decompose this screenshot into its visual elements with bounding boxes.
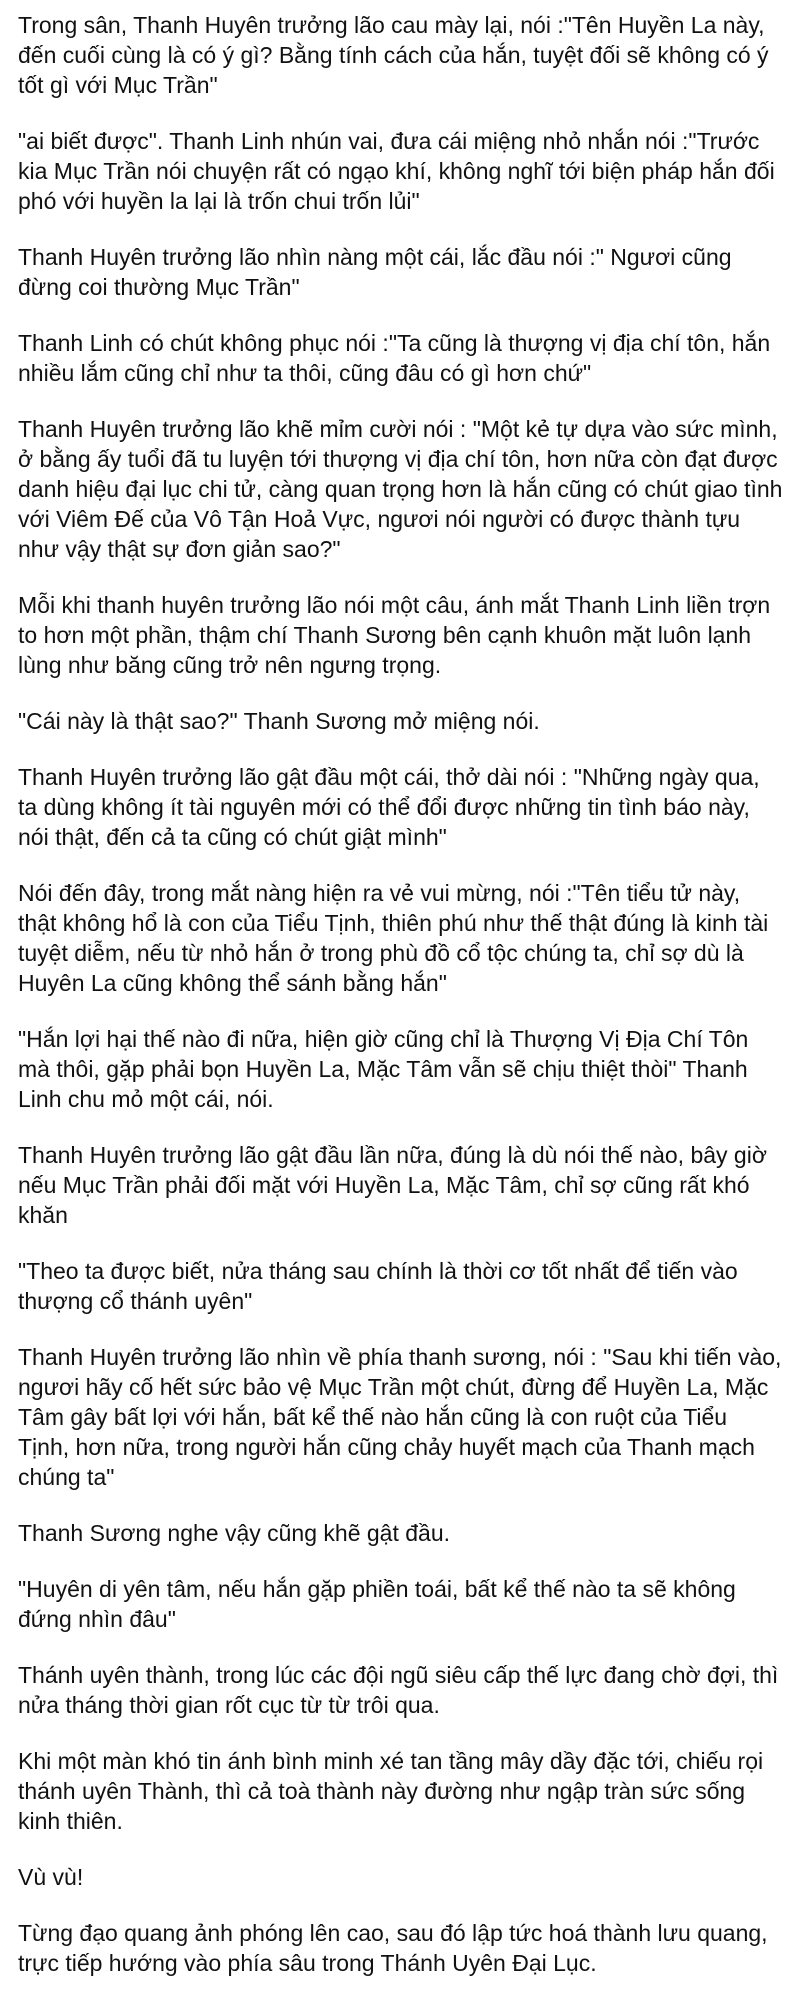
paragraph: Mỗi khi thanh huyên trưởng lão nói một câu, ánh mắt Thanh Linh liền trợn to hơn một phần, thậm chí Thanh Sương bên cạnh khuôn mặt luôn lạnh lùng như băng cũng trở nên ngưng trọng.	[18, 592, 771, 678]
paragraph: Từng đạo quang ảnh phóng lên cao, sau đó lập tức hoá thành lưu quang, trực tiếp hướng vào phía sâu trong Thánh Uyên Đại Lục.	[18, 1920, 768, 1976]
paragraph: "Hắn lợi hại thế nào đi nữa, hiện giờ cũng chỉ là Thượng Vị Địa Chí Tôn mà thôi, gặp phải bọn Huyền La, Mặc Tâm vẫn sẽ chịu thiệt thòi" Thanh Linh chu mỏ một cái, nói.	[18, 1026, 749, 1112]
paragraph: "ai biết được". Thanh Linh nhún vai, đưa cái miệng nhỏ nhắn nói :"Trước kia Mục Trần nói chuyện rất có ngạo khí, không nghĩ tới biện pháp hắn đối phó với huyền la lại là trốn chui trốn lủi"	[18, 128, 775, 214]
paragraph: Thanh Linh có chút không phục nói :"Ta cũng là thượng vị địa chí tôn, hắn nhiều lắm cũng chỉ như ta thôi, cũng đâu có gì hơn chứ"	[18, 330, 771, 386]
paragraph: Thanh Huyên trưởng lão khẽ mỉm cười nói : "Một kẻ tự dựa vào sức mình, ở bằng ấy tuổi đã tu luyện tới thượng vị địa chí tôn, hơn nữa còn đạt được danh hiệu đại lục chi tử, càng quan trọng hơn là hắn cũng có chút giao tình với Viêm Đế của Vô Tận Hoả Vực, ngươi nói người có được thành tựu như vậy thật sự đơn giản sao?"	[18, 416, 783, 562]
paragraph: Vù vù!	[18, 1864, 84, 1890]
paragraph: Thanh Huyên trưởng lão nhìn nàng một cái, lắc đầu nói :" Ngươi cũng đừng coi thường Mục Trần"	[18, 244, 732, 300]
paragraph: Thanh Huyên trưởng lão gật đầu một cái, thở dài nói : "Những ngày qua, ta dùng không ít tài nguyên mới có thể đổi được những tin tình báo này, nói thật, đến cả ta cũng có chút giật mình"	[18, 764, 760, 850]
paragraph: "Cái này là thật sao?" Thanh Sương mở miệng nói.	[18, 708, 540, 734]
paragraph: Khi một màn khó tin ánh bình minh xé tan tầng mây dầy đặc tới, chiếu rọi thánh uyên Thành, thì cả toà thành này đường như ngập tràn sức sống kinh thiên.	[18, 1748, 764, 1834]
paragraph: "Huyên di yên tâm, nếu hắn gặp phiền toái, bất kể thế nào ta sẽ không đứng nhìn đâu"	[18, 1576, 736, 1632]
paragraph: Trong sân, Thanh Huyên trưởng lão cau mày lại, nói :"Tên Huyền La này, đến cuối cùng là có ý gì? Bằng tính cách của hắn, tuyệt đối sẽ không có ý tốt gì với Mục Trần"	[18, 12, 769, 98]
paragraph: "Theo ta được biết, nửa tháng sau chính là thời cơ tốt nhất để tiến vào thượng cổ thánh uyên"	[18, 1258, 738, 1314]
paragraph: Thánh uyên thành, trong lúc các đội ngũ siêu cấp thế lực đang chờ đợi, thì nửa tháng thời gian rốt cục từ từ trôi qua.	[18, 1662, 779, 1718]
paragraph: Nói đến đây, trong mắt nàng hiện ra vẻ vui mừng, nói :"Tên tiểu tử này, thật không hổ là con của Tiểu Tịnh, thiên phú như thế thật đúng là kinh tài tuyệt diễm, nếu từ nhỏ hắn ở trong phù đồ cổ tộc chúng ta, chỉ sợ dù là Huyên La cũng không thể sánh bằng hắn"	[18, 880, 769, 996]
paragraph: Thanh Huyên trưởng lão nhìn về phía thanh sương, nói : "Sau khi tiến vào, ngươi hãy cố hết sức bảo vệ Mục Trần một chút, đừng để Huyền La, Mặc Tâm gây bất lợi với hắn, bất kể thế nào hắn cũng là con ruột của Tiểu Tịnh, hơn nữa, trong người hắn cũng chảy huyết mạch của Thanh mạch chúng ta"	[18, 1344, 782, 1490]
paragraph: Thanh Sương nghe vậy cũng khẽ gật đầu.	[18, 1520, 451, 1546]
paragraph: Thanh Huyên trưởng lão gật đầu lần nữa, đúng là dù nói thế nào, bây giờ nếu Mục Trần phải đối mặt với Huyền La, Mặc Tâm, chỉ sợ cũng rất khó khăn	[18, 1142, 767, 1228]
